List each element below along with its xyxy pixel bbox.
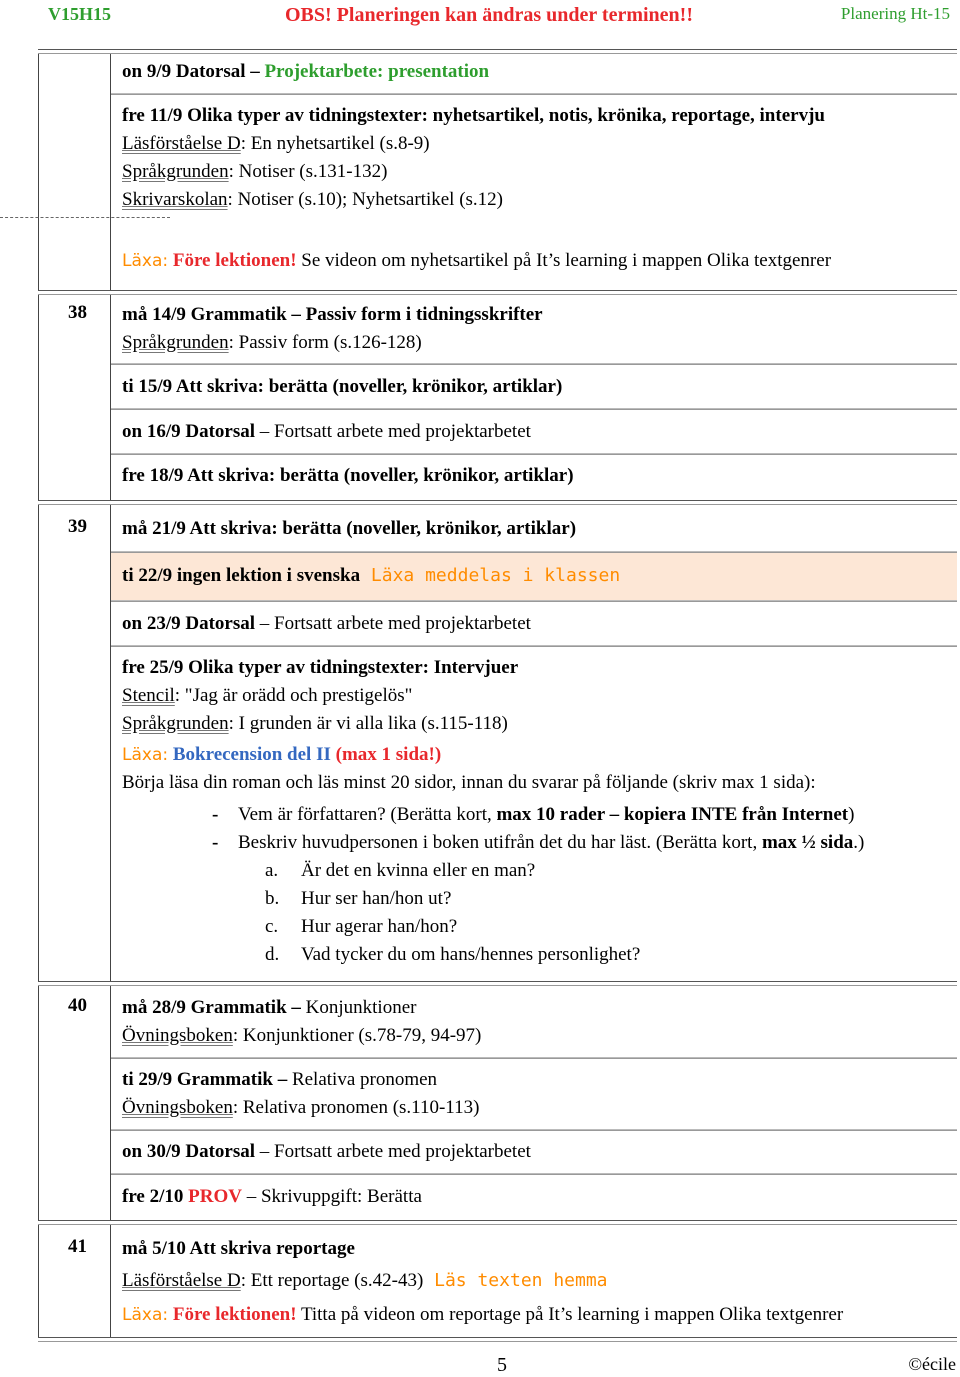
homework-line	[122, 1301, 843, 1329]
material-detail: : Relativa pronomen (s.110-113)	[232, 1097, 480, 1118]
table-left-border	[38, 50, 39, 1340]
row-divider	[111, 600, 957, 602]
lesson-topic: – Fortsatt arbete med projektarbetet	[255, 421, 531, 442]
homework-note: Se videon om nyhetsartikel på It’s learning i mappen Olika textgenrer	[296, 250, 832, 271]
lesson-material	[122, 329, 543, 357]
material-source: Språkgrunden	[122, 332, 229, 353]
lesson-row	[122, 1066, 479, 1122]
material-source: Övningsboken	[122, 1025, 233, 1046]
lesson-row	[122, 610, 531, 638]
bullet-text-b: max 10 rader – kopiera INTE från Internet	[496, 804, 849, 825]
lesson-title: ti 22/9 ingen lektion i svenska	[122, 565, 361, 586]
homework-label: Läxa:	[122, 1305, 169, 1325]
table-top-border	[38, 49, 957, 54]
lesson-title: må 21/9 Att skriva: berätta (noveller, krönikor, artiklar)	[122, 518, 577, 539]
table-column-divider	[110, 50, 111, 1340]
lesson-row	[122, 994, 481, 1050]
lesson-row	[122, 1183, 422, 1211]
lesson-title: fre 11/9 Olika typer av tidningstexter: nyhetsartikel, notis, krönika, reportage, intervju	[122, 105, 825, 126]
lesson-title: må 28/9 Grammatik	[122, 997, 287, 1018]
homework-note: Titta på videon om reportage på It’s learning i mappen Olika textgenrer	[296, 1304, 844, 1325]
sub-item-text: Hur ser han/hon ut?	[301, 888, 452, 909]
week-divider	[38, 1220, 957, 1225]
sub-item-letter: a.	[265, 860, 279, 881]
row-divider	[111, 453, 957, 455]
material-source: Stencil	[122, 685, 175, 706]
bullet-text-b: max ½ sida	[761, 832, 854, 853]
homework-note: Läs texten hemma	[423, 1270, 608, 1291]
material-detail: : Notiser (s.131-132)	[228, 161, 388, 182]
material-detail: : "Jag är orädd och prestigelös"	[174, 685, 413, 706]
material-source: Språkgrunden	[122, 713, 229, 734]
lesson-topic: – Skrivuppgift: Berätta	[241, 1186, 422, 1207]
material-source: Skrivarskolan	[122, 189, 228, 210]
homework-instructions: Börja läsa din roman och läs minst 20 sidor, innan du svarar på följande (skriv max 1 sida):	[122, 772, 816, 793]
lesson-material	[122, 158, 825, 186]
exam-label: PROV	[183, 1186, 242, 1207]
lesson-topic: Konjunktioner	[305, 997, 417, 1018]
bullet-text-a: Vem är författaren? (Berätta kort,	[238, 804, 497, 825]
copyright: ©écile	[908, 1354, 956, 1374]
sub-item-text: Hur agerar han/hon?	[301, 916, 458, 937]
week-divider	[38, 981, 957, 986]
lesson-topic: – Passiv form i tidningsskrifter	[286, 304, 543, 325]
lesson-material	[122, 130, 825, 158]
lesson-title: ti 29/9 Grammatik	[122, 1069, 273, 1090]
bullet-item	[212, 829, 218, 857]
bullet-item	[212, 801, 218, 829]
row-divider	[111, 93, 957, 95]
sub-item-letter: d.	[265, 944, 280, 965]
lesson-row	[122, 1138, 531, 1166]
lesson-row	[122, 654, 816, 797]
homework-limit: (max 1 sida!)	[330, 744, 442, 765]
row-divider	[111, 551, 957, 553]
lesson-material	[122, 1267, 608, 1295]
material-source: Läsförståelse D	[122, 133, 241, 154]
row-divider	[111, 1129, 957, 1131]
row-divider	[111, 1057, 957, 1059]
lesson-row	[122, 562, 620, 590]
bullet-dash: -	[212, 832, 219, 853]
material-detail: : Notiser (s.10); Nyhetsartikel (s.12)	[227, 189, 503, 210]
header-title: Planering Ht-15	[840, 4, 950, 23]
bullet-text	[238, 829, 864, 857]
homework-label: Läxa:	[122, 745, 169, 765]
lesson-topic: – Fortsatt arbete med projektarbetet	[255, 613, 531, 634]
bullet-text-c: )	[848, 804, 855, 825]
week-number: 38	[68, 302, 87, 323]
material-detail: : Konjunktioner (s.78-79, 94-97)	[232, 1025, 482, 1046]
lesson-row	[122, 102, 825, 214]
lesson-day: on 16/9 Datorsal	[122, 421, 255, 442]
separator: –	[272, 1069, 292, 1090]
material-source: Övningsboken	[122, 1097, 233, 1118]
lesson-title: må 14/9 Grammatik	[122, 304, 287, 325]
homework-note: Läxa meddelas i klassen	[360, 565, 621, 586]
row-divider	[111, 645, 957, 647]
sub-item-text: Är det en kvinna eller en man?	[301, 860, 536, 881]
lesson-title: ti 15/9 Att skriva: berätta (noveller, krönikor, artiklar)	[122, 376, 563, 397]
week-number: 41	[68, 1236, 87, 1257]
material-detail: : Ett reportage (s.42-43)	[240, 1270, 424, 1291]
row-divider	[111, 363, 957, 365]
separator: –	[286, 997, 306, 1018]
homework-title: Bokrecension del II	[168, 744, 331, 765]
dashed-divider	[0, 217, 170, 218]
lesson-row	[122, 418, 531, 446]
lesson-day: on 30/9 Datorsal	[122, 1141, 255, 1162]
lesson-row	[122, 58, 489, 86]
page-number: 5	[497, 1354, 507, 1376]
bullet-text-a: Beskriv huvudpersonen i boken utifrån det du har läst. (Berätta kort,	[238, 832, 762, 853]
lesson-title: fre 25/9 Olika typer av tidningstexter: Intervjuer	[122, 657, 519, 678]
homework-line	[122, 741, 816, 769]
lesson-title: må 5/10 Att skriva reportage	[122, 1238, 355, 1259]
sub-item-text: Vad tycker du om hans/hennes personlighet?	[301, 944, 641, 965]
homework-deadline: Före lektionen!	[168, 250, 297, 271]
homework-line	[122, 247, 831, 275]
week-divider	[38, 290, 957, 295]
lesson-title: fre 18/9 Att skriva: berätta (noveller, krönikor, artiklar)	[122, 465, 574, 486]
bullet-text-c: .)	[853, 832, 865, 853]
homework-deadline: Före lektionen!	[168, 1304, 297, 1325]
lesson-day: on 23/9 Datorsal	[122, 613, 255, 634]
lesson-day: fre 2/10	[122, 1186, 184, 1207]
material-detail: : I grunden är vi alla lika (s.115-118)	[228, 713, 508, 734]
lesson-material	[122, 682, 816, 710]
material-detail: : Passiv form (s.126-128)	[228, 332, 422, 353]
row-divider	[111, 408, 957, 410]
homework-label: Läxa:	[122, 251, 169, 271]
lesson-row	[122, 301, 543, 357]
lesson-material	[122, 710, 816, 738]
lesson-row	[122, 1235, 608, 1295]
header-warning: OBS! Planeringen kan ändras under terminen!!	[285, 4, 693, 26]
material-source: Läsförståelse D	[122, 1270, 241, 1291]
lesson-topic: Projektarbete: presentation	[264, 61, 490, 82]
lesson-material	[122, 1022, 481, 1050]
row-divider	[111, 1173, 957, 1175]
week-number: 40	[68, 995, 87, 1016]
material-detail: : En nyhetsartikel (s.8-9)	[240, 133, 430, 154]
sub-item-letter: c.	[265, 916, 279, 937]
lesson-topic: – Fortsatt arbete med projektarbetet	[255, 1141, 531, 1162]
lesson-material	[122, 186, 825, 214]
header-code: V15H15	[48, 4, 111, 24]
bullet-dash: -	[212, 804, 219, 825]
bullet-text	[238, 801, 854, 829]
week-divider	[38, 500, 957, 505]
sub-item-letter: b.	[265, 888, 280, 909]
table-bottom-border	[38, 1337, 957, 1342]
lesson-material	[122, 1094, 479, 1122]
lesson-day: on 9/9 Datorsal	[122, 61, 246, 82]
lesson-topic: Relativa pronomen	[291, 1069, 438, 1090]
material-source: Språkgrunden	[122, 161, 229, 182]
separator: –	[245, 61, 265, 82]
week-number: 39	[68, 516, 87, 537]
